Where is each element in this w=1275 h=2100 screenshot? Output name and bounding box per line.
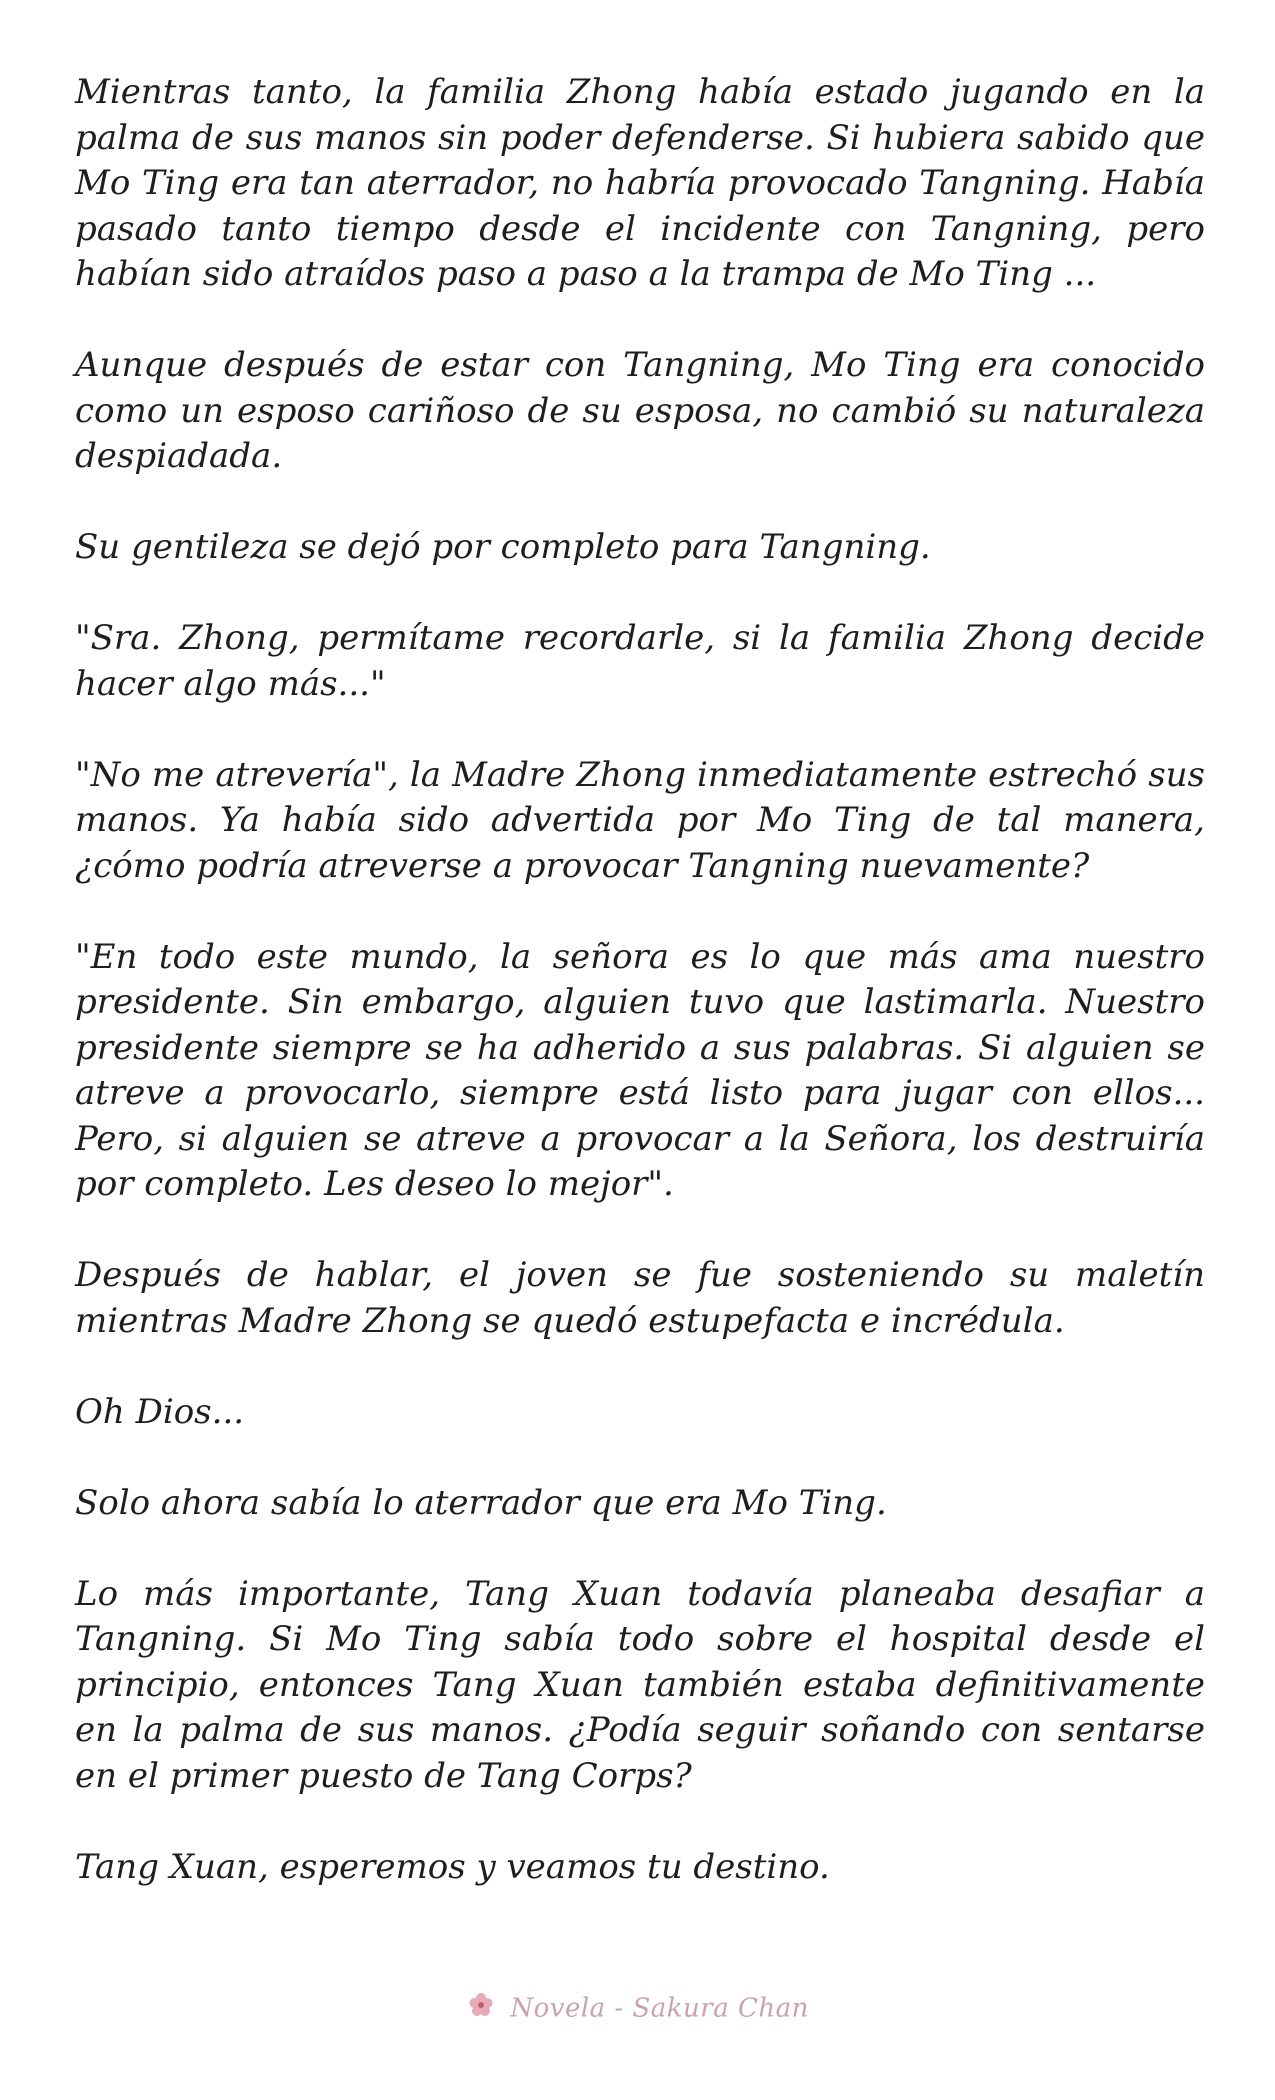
paragraph: Solo ahora sabía lo aterrador que era Mo Ting. bbox=[75, 1482, 887, 1523]
paragraph: "Sra. Zhong, permítame recordarle, si la familia Zhong decide hacer algo más..." bbox=[75, 618, 1205, 704]
paragraph: "En todo este mundo, la señora es lo que más ama nuestro presidente. Sin embargo, alguien tuvo que lastimarla. Nuestro presidente siempre se ha adherido a sus palabras. Si alguien se atreve a provocarlo, siempre está listo para jugar con ellos... Pero, si alguien se atreve a provocar a la Señora, los destruiría por completo. Les deseo lo mejor". bbox=[75, 936, 1205, 1204]
signature-text: Novela - Sakura Chan bbox=[510, 1993, 809, 2024]
paragraph: Tang Xuan, esperemos y veamos tu destino. bbox=[75, 1846, 830, 1887]
sakura-flower-icon bbox=[466, 1990, 496, 2027]
paragraph: Aunque después de estar con Tangning, Mo Ting era conocido como un esposo cariñoso de su esposa, no cambió su naturaleza despiadada. bbox=[75, 345, 1205, 476]
document-body bbox=[75, 70, 1205, 1890]
paragraph: Su gentileza se dejó por completo para Tangning. bbox=[75, 527, 931, 567]
paragraph: "No me atrevería", la Madre Zhong inmediatamente estrechó sus manos. Ya había sido advertida por Mo Ting de tal manera, ¿cómo podría atreverse a provocar Tangning nuevamente? bbox=[75, 754, 1205, 886]
signature bbox=[0, 1990, 1275, 2027]
paragraph: Después de hablar, el joven se fue sosteniendo su maletín mientras Madre Zhong se quedó estupefacta e incrédula. bbox=[75, 1255, 1205, 1341]
paragraph: Oh Dios... bbox=[75, 1391, 245, 1432]
paragraph: Lo más importante, Tang Xuan todavía planeaba desafiar a Tangning. Si Mo Ting sabía todo sobre el hospital desde el principio, entonces Tang Xuan también estaba definitivamente en la palma de sus manos. ¿Podía seguir soñando con sentarse en el primer puesto de Tang Corps? bbox=[75, 1573, 1205, 1796]
paragraph: Mientras tanto, la familia Zhong había estado jugando en la palma de sus manos sin poder defenderse. Si hubiera sabido que Mo Ting era tan aterrador, no habría provocado Tangning. Había pasado tanto tiempo desde el incidente con Tangning, pero habían sido atraídos paso a paso a la trampa de Mo Ting ... bbox=[75, 72, 1205, 294]
